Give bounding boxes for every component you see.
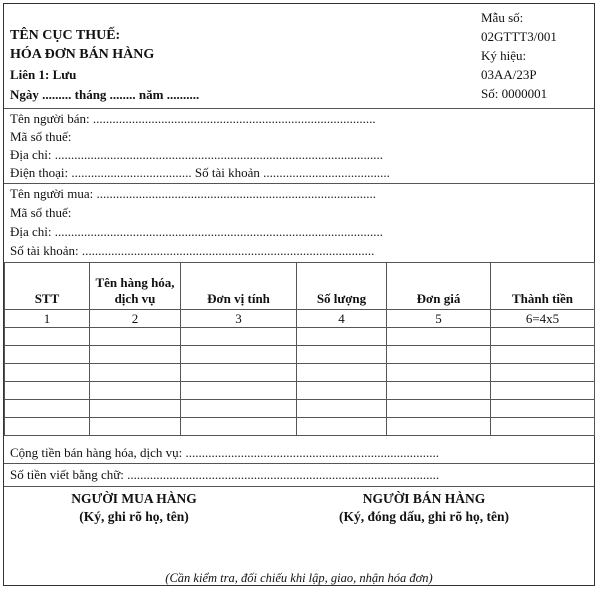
copy-label: Liên 1: Lưu xyxy=(10,67,77,82)
seller-phone-account-field: Điện thoại: ..................................... Số tài khoản ....................................... xyxy=(10,165,390,180)
table-row xyxy=(5,364,595,382)
total-amount-field: Cộng tiền bán hàng hóa, dịch vụ: .............................................................................. xyxy=(10,445,439,460)
items-table xyxy=(4,262,595,436)
table-row xyxy=(5,400,595,418)
invoice-title: HÓA ĐƠN BÁN HÀNG xyxy=(10,47,155,62)
index-cell: 3 xyxy=(181,310,297,328)
col-header-unit: Đơn vị tính xyxy=(181,263,297,310)
seller-signature-block xyxy=(304,490,544,526)
divider-totals xyxy=(4,463,594,464)
tax-authority-label: TÊN CỤC THUẾ: xyxy=(10,28,121,43)
seller-tax-code-field: Mã số thuế: xyxy=(10,129,72,144)
col-header-quantity: Số lượng xyxy=(297,263,387,310)
index-cell: 6=4x5 xyxy=(491,310,595,328)
buyer-account-field: Số tài khoản: .......................................................................................... xyxy=(10,243,375,258)
date-line: Ngày ......... tháng ........ năm .......... xyxy=(10,87,200,102)
col-header-amount: Thành tiền xyxy=(491,263,595,310)
index-cell: 4 xyxy=(297,310,387,328)
seller-signature-note: (Ký, đóng dấu, ghi rõ họ, tên) xyxy=(339,509,509,524)
symbol-label: Ký hiệu: xyxy=(481,48,527,63)
buyer-name-field: Tên người mua: ...................................................................................... xyxy=(10,186,376,201)
buyer-tax-code-field: Mã số thuế: xyxy=(10,205,72,220)
form-code: 02GTTT3/001 xyxy=(481,29,557,44)
index-cell: 1 xyxy=(5,310,90,328)
buyer-address-field: Địa chỉ: ..................................................................................................... xyxy=(10,224,384,239)
seller-address-field: Địa chỉ: ..................................................................................................... xyxy=(10,147,384,162)
col-header-unit-price: Đơn giá xyxy=(387,263,491,310)
index-cell: 2 xyxy=(90,310,181,328)
invoice-form xyxy=(3,3,595,586)
footer-note: (Cần kiểm tra, đối chiếu khi lập, giao, nhận hóa đơn) xyxy=(165,571,433,585)
table-header-row xyxy=(5,263,595,310)
form-number-label: Mẫu số: xyxy=(481,10,524,25)
index-cell: 5 xyxy=(387,310,491,328)
divider-signatures xyxy=(4,486,594,487)
table-row xyxy=(5,382,595,400)
invoice-number: Số: 0000001 xyxy=(481,86,548,101)
divider-header xyxy=(4,108,594,109)
buyer-signature-block xyxy=(34,490,234,526)
seller-name-field: Tên người bán: ....................................................................................... xyxy=(10,111,376,126)
amount-in-words-field: Số tiền viết bằng chữ: ................................................................................................ xyxy=(10,467,440,482)
table-row xyxy=(5,346,595,364)
table-index-row xyxy=(5,310,595,328)
col-header-stt: STT xyxy=(5,263,90,310)
buyer-signature-title: NGƯỜI MUA HÀNG xyxy=(71,491,197,506)
col-header-goods: Tên hàng hóa, dịch vụ xyxy=(90,263,181,310)
symbol-value: 03AA/23P xyxy=(481,67,537,82)
seller-signature-title: NGƯỜI BÁN HÀNG xyxy=(362,491,486,506)
buyer-signature-note: (Ký, ghi rõ họ, tên) xyxy=(79,509,189,524)
divider-seller xyxy=(4,183,594,184)
table-row xyxy=(5,328,595,346)
table-row xyxy=(5,418,595,436)
